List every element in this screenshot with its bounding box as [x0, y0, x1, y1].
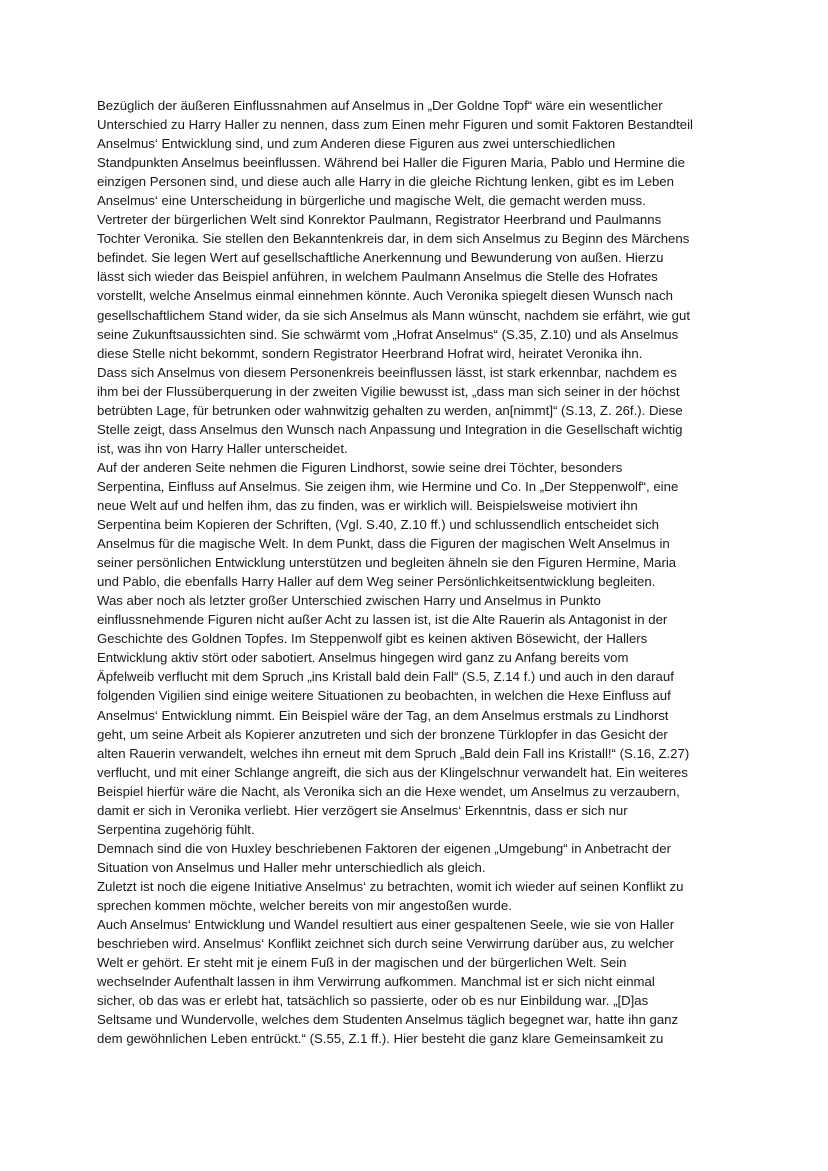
text-line: einflussnehmende Figuren nicht außer Acht zu lassen ist, ist die Alte Rauerin als Antagonist in der	[97, 612, 668, 628]
text-line: Serpentina beim Kopieren der Schriften, (Vgl. S.40, Z.10 ff.) und schlussendlich entscheidet sich	[97, 517, 660, 533]
text-line: Beispiel hierfür wäre die Nacht, als Veronika sich an die Hexe wendet, um Anselmus zu verzaubern,	[97, 783, 680, 799]
text-line: Äpfelweib verflucht mit dem Spruch „ins Kristall bald dein Fall“ (S.5, Z.14 f.) und auch in den darauf	[97, 669, 674, 685]
text-line: Standpunkten Anselmus beeinflussen. Während bei Haller die Figuren Maria, Pablo und Hermine die	[97, 155, 685, 171]
text-line: gesellschaftlichem Stand wider, da sie sich Anselmus als Mann wünscht, nachdem sie erfährt, wie gut	[97, 307, 690, 323]
text-line: wechselnder Aufenthalt lassen in ihm Verwirrung aufkommen. Manchmal ist er sich nicht einmal	[97, 974, 655, 990]
text-line: Anselmus für die magische Welt. In dem Punkt, dass die Figuren der magischen Welt Anselmus in	[97, 536, 670, 552]
text-line: Seltsame und Wundervolle, welches dem Studenten Anselmus täglich begegnet war, hatte ihn ganz	[97, 1012, 679, 1028]
text-line: verflucht, und mit einer Schlange angreift, die sich aus der Klingelschnur verwandelt hat. Ein weiteres	[97, 764, 688, 780]
text-line: und Pablo, die ebenfalls Harry Haller auf dem Weg seiner Persönlichkeitsentwicklung begleiten.	[97, 574, 656, 590]
text-line: Was aber noch als letzter großer Unterschied zwischen Harry und Anselmus in Punkto	[97, 593, 601, 609]
text-line: neue Welt auf und helfen ihm, das zu finden, was er wirklich will. Beispielsweise motiviert ihn	[97, 497, 638, 513]
text-line: diese Stelle nicht bekommt, sondern Registrator Heerbrand Hofrat wird, heiratet Veronika ihn.	[97, 345, 643, 361]
text-line: Serpentina, Einfluss auf Anselmus. Sie zeigen ihm, wie Hermine und Co. In „Der Steppenwolf“, eine	[97, 478, 679, 494]
text-line: Demnach sind die von Huxley beschriebenen Faktoren der eigenen „Umgebung“ in Anbetracht der	[97, 840, 671, 856]
text-line: Serpentina zugehörig fühlt.	[97, 821, 255, 837]
text-line: vorstellt, welche Anselmus einmal einnehmen könnte. Auch Veronika spiegelt diesen Wunsch nach	[97, 288, 673, 304]
text-line: folgenden Vigilien sind einige weitere Situationen zu beobachten, in welchen die Hexe Einfluss auf	[97, 688, 671, 704]
text-line: befindet. Sie legen Wert auf gesellschaftliche Anerkennung und Bewunderung von außen. Hierzu	[97, 250, 664, 266]
text-line: lässt sich wieder das Beispiel anführen, in welchem Paulmann Anselmus die Stelle des Hofrates	[97, 269, 658, 285]
text-line: Anselmus‘ Entwicklung sind, und zum Anderen diese Figuren aus zwei unterschiedlichen	[97, 136, 616, 152]
text-line: Tochter Veronika. Sie stellen den Bekanntenkreis dar, in dem sich Anselmus zu Beginn des Märchens	[97, 231, 690, 247]
text-line: ist, was ihn von Harry Haller unterscheidet.	[97, 440, 348, 456]
text-line: seine Zukunftsaussichten sind. Sie schwärmt vom „Hofrat Anselmus“ (S.35, Z.10) und als Anselmus	[97, 326, 679, 342]
text-line: Dass sich Anselmus von diesem Personenkreis beeinflussen lässt, ist stark erkennbar, nachdem es	[97, 364, 677, 380]
text-line: Anselmus‘ eine Unterscheidung in bürgerliche und magische Welt, die gemacht werden muss.	[97, 193, 646, 209]
text-line: dem gewöhnlichen Leben entrückt.“ (S.55, Z.1 ff.). Hier besteht die ganz klare Gemeinsamkeit zu	[97, 1031, 664, 1047]
text-line: Zuletzt ist noch die eigene Initiative Anselmus‘ zu betrachten, womit ich wieder auf seinen Konflikt zu	[97, 878, 684, 894]
text-line: Welt er gehört. Er steht mit je einem Fuß in der magischen und der bürgerlichen Welt. Sein	[97, 955, 627, 971]
text-line: Stelle zeigt, dass Anselmus den Wunsch nach Anpassung und Integration in die Gesellschaft wichtig	[97, 421, 683, 437]
text-line: ihm bei der Flussüberquerung in der zweiten Vigilie bewusst ist, „dass man sich seiner in der höchst	[97, 383, 680, 399]
text-line: einzigen Personen sind, und diese auch alle Harry in die gleiche Richtung lenken, gibt es im Leben	[97, 174, 674, 190]
text-line: Entwicklung aktiv stört oder sabotiert. Anselmus hingegen wird ganz zu Anfang bereits vom	[97, 650, 629, 666]
text-line: Geschichte des Goldnen Topfes. Im Steppenwolf gibt es keinen aktiven Bösewicht, der Hallers	[97, 631, 648, 647]
text-line: Situation von Anselmus und Haller mehr unterschiedlich als gleich.	[97, 859, 486, 875]
body-text	[97, 96, 737, 1048]
text-line: Anselmus‘ Entwicklung nimmt. Ein Beispiel wäre der Tag, an dem Anselmus erstmals zu Lindhorst	[97, 707, 669, 723]
text-line: betrübten Lage, für betrunken oder wahnwitzig gehalten zu werden, an[nimmt]“ (S.13, Z. 26f.). Diese	[97, 402, 683, 418]
text-line: geht, um seine Arbeit als Kopierer anzutreten und sich der bronzene Türklopfer in das Gesicht der	[97, 726, 668, 742]
text-line: Vertreter der bürgerlichen Welt sind Konrektor Paulmann, Registrator Heerbrand und Paulmanns	[97, 212, 662, 228]
text-line: seiner persönlichen Entwicklung unterstützen und begleiten ähneln sie den Figuren Hermine, Maria	[97, 555, 677, 571]
text-line: beschrieben wird. Anselmus‘ Konflikt zeichnet sich durch seine Verwirrung darüber aus, zu welcher	[97, 936, 674, 952]
text-line: Unterschied zu Harry Haller zu nennen, dass zum Einen mehr Figuren und somit Faktoren Bestandteil	[97, 117, 693, 133]
text-line: sicher, ob das was er erlebt hat, tatsächlich so passierte, oder ob es nur Einbildung war. „[D]as	[97, 993, 649, 1009]
text-line: Auf der anderen Seite nehmen die Figuren Lindhorst, sowie seine drei Töchter, besonders	[97, 459, 623, 475]
text-line: sprechen kommen möchte, welcher bereits von mir angestoßen wurde.	[97, 897, 512, 913]
text-line: Auch Anselmus‘ Entwicklung und Wandel resultiert aus einer gespaltenen Seele, wie sie von Haller	[97, 917, 675, 933]
text-line: alten Rauerin verwandelt, welches ihn erneut mit dem Spruch „Bald dein Fall ins Kristall!“ (S.16, Z.27)	[97, 745, 690, 761]
text-line: damit er sich in Veronika verliebt. Hier verzögert sie Anselmus‘ Erkenntnis, dass er sich nur	[97, 802, 628, 818]
text-line: Bezüglich der äußeren Einflussnahmen auf Anselmus in „Der Goldne Topf“ wäre ein wesentlicher	[97, 98, 663, 113]
